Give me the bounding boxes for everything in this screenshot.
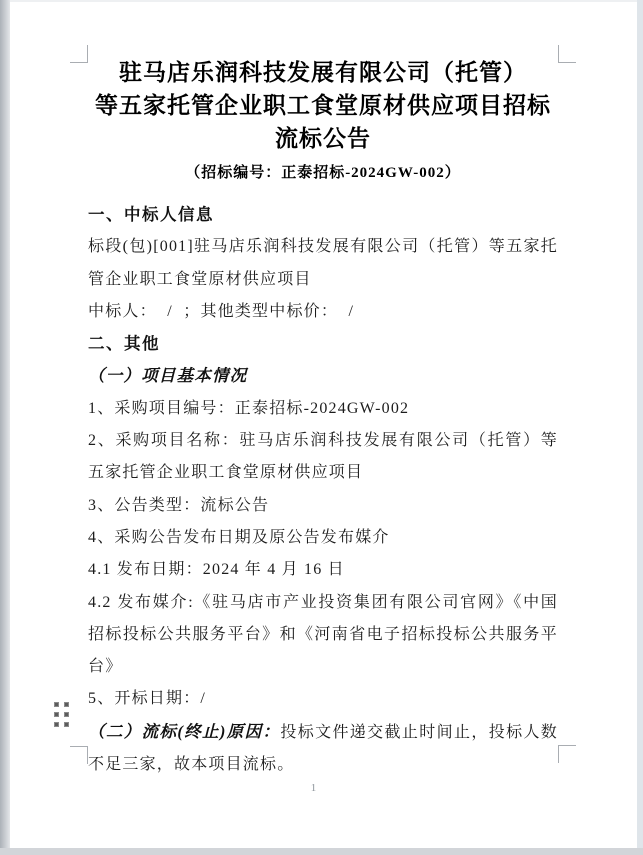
app-background-bottom-edge xyxy=(0,848,643,855)
app-background-top-edge xyxy=(0,0,643,2)
winner-package-text: 标段(包)[001]驻马店乐润科技发展有限公司（托管）等五家托管企业职工食堂原材供应项目 xyxy=(88,238,558,288)
drag-handle-icon[interactable] xyxy=(54,702,71,730)
item-publish-media: 4.2 发布媒介:《驻马店市产业投资集团有限公司官网》《中国招标投标公共服务平台》和《河南省电子招标投标公共服务平台》 xyxy=(88,593,558,676)
section-heading-other: 二、其他 xyxy=(88,335,160,354)
page-number: 1 xyxy=(310,782,317,794)
margin-crop-mark-bottom-left xyxy=(70,746,88,764)
tender-number: （招标编号：正泰招标-2024GW-002） xyxy=(185,165,461,181)
app-background-right-edge xyxy=(637,0,643,855)
document-content xyxy=(88,0,558,781)
item-publish-info: 4、采购公告发布日期及原公告发布媒介 xyxy=(88,528,390,546)
section-heading-winner-info: 一、中标人信息 xyxy=(88,206,214,224)
app-background-left-edge xyxy=(0,0,10,855)
item-project-number: 1、采购项目编号：正泰招标-2024GW-002 xyxy=(88,399,410,417)
item-notice-type: 3、公告类型：流标公告 xyxy=(88,496,270,514)
document-title xyxy=(88,56,558,155)
item-project-name: 2、采购项目名称：驻马店乐润科技发展有限公司（托管）等五家托管企业职工食堂原材供应项目 xyxy=(88,432,558,482)
margin-crop-mark-top-left xyxy=(70,45,88,63)
margin-crop-mark-bottom-right xyxy=(558,745,576,763)
failure-reason xyxy=(88,716,558,782)
subsection-heading-basic-info: （一）项目基本情况 xyxy=(88,366,248,386)
winner-line: 中标人： / ；其他类型中标价： / xyxy=(88,302,355,320)
failure-reason-heading: （二）流标(终止)原因： xyxy=(88,721,281,741)
document-title-line: 流标公告 xyxy=(275,126,371,151)
margin-crop-mark-top-right xyxy=(558,45,576,63)
document-body xyxy=(88,199,558,781)
document-title-line: 驻马店乐润科技发展有限公司（托管） xyxy=(119,60,527,85)
item-publish-date: 4.1 发布日期：2024 年 4 月 16 日 xyxy=(88,561,345,579)
document-title-line: 等五家托管企业职工食堂原材供应项目招标 xyxy=(95,93,551,118)
item-bid-open-date: 5、开标日期：/ xyxy=(88,690,207,708)
failure-reason-text: 投标文件递交截止时间止，投标人数不足三家，故本项目流标。 xyxy=(88,723,559,774)
